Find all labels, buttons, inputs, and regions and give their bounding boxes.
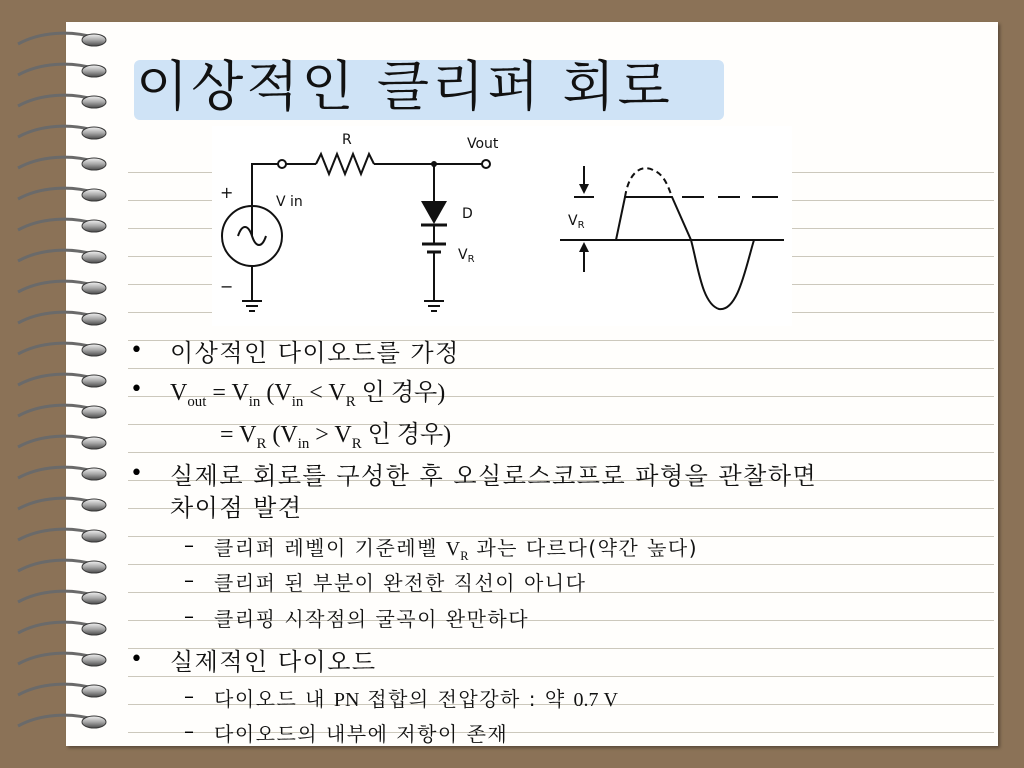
spiral-loop bbox=[82, 96, 106, 108]
bullet-marker: • bbox=[130, 461, 143, 486]
ruled-line bbox=[128, 564, 994, 565]
spiral-loop bbox=[82, 654, 106, 666]
bullet-vout-equation: $V_{out} = V_{in}$ ($V_{in} < V_R$ 인 경우) bbox=[170, 380, 446, 410]
vout-label: Vout bbox=[467, 136, 499, 152]
bullet-marker: • bbox=[130, 647, 143, 672]
dash-marker: – bbox=[184, 684, 194, 708]
spiral-loop bbox=[82, 313, 106, 325]
bullet-marker: • bbox=[130, 338, 143, 363]
spiral-loop bbox=[82, 34, 106, 46]
spiral-loop bbox=[82, 716, 106, 728]
bullet-oscilloscope-line2: 차이점 발견 bbox=[170, 494, 303, 522]
bullet-ideal-diode: 이상적인 다이오드를 가정 bbox=[170, 339, 460, 367]
spiral-loop bbox=[82, 530, 106, 542]
spiral-loop bbox=[82, 685, 106, 697]
dash-marker: – bbox=[184, 604, 194, 628]
bullet-oscilloscope-line1: 실제로 회로를 구성한 후 오실로스코프로 파형을 관찰하면 bbox=[170, 462, 818, 490]
spiral-loop bbox=[82, 189, 106, 201]
spiral-loop bbox=[82, 220, 106, 232]
dash-marker: – bbox=[184, 568, 194, 592]
spiral-loop bbox=[82, 468, 106, 480]
page-title: 이상적인 클리퍼 회로 bbox=[136, 55, 673, 118]
ruled-line bbox=[128, 368, 994, 369]
spiral-loop bbox=[82, 158, 106, 170]
vout-terminal bbox=[482, 160, 490, 168]
spiral-loop bbox=[82, 499, 106, 511]
minus-sign: − bbox=[220, 277, 234, 296]
spiral-loop bbox=[82, 65, 106, 77]
spiral-loop bbox=[82, 344, 106, 356]
spiral-binding bbox=[0, 0, 120, 768]
spiral-loop bbox=[82, 127, 106, 139]
terminal bbox=[278, 160, 286, 168]
spiral-loop bbox=[82, 375, 106, 387]
spiral-loop bbox=[82, 282, 106, 294]
plus-sign: + bbox=[220, 183, 234, 202]
junction-dot bbox=[431, 161, 437, 167]
bullet-marker: • bbox=[130, 377, 143, 402]
sub-not-straight: 클리퍼 된 부분이 완전한 직선이 아니다 bbox=[214, 571, 587, 595]
spiral-loop bbox=[82, 251, 106, 263]
spiral-loop bbox=[82, 406, 106, 418]
sub-clipper-level: 클리퍼 레벨이 기준레벨 $V_R$ 과는 다르다(약간 높다) bbox=[214, 536, 699, 563]
sub-internal-resistance: 다이오드의 내부에 저항이 존재 bbox=[214, 722, 509, 746]
sub-gentle-bend: 클리핑 시작점의 굴곡이 완만하다 bbox=[214, 607, 530, 631]
spiral-loop bbox=[82, 592, 106, 604]
spiral-loop bbox=[82, 561, 106, 573]
spiral-loop bbox=[82, 623, 106, 635]
resistor-label: R bbox=[342, 132, 352, 148]
vin-label: V in bbox=[276, 194, 303, 210]
diode-label: D bbox=[462, 206, 473, 222]
dash-marker: – bbox=[184, 719, 194, 743]
clipper-circuit-diagram bbox=[212, 126, 792, 326]
wave-vr-label: $V_R$ bbox=[568, 213, 585, 231]
sub-pn-voltage-drop: 다이오드 내 PN 접합의 전압강하 : 약 0.7 V bbox=[214, 687, 618, 711]
bullet-vr-equation: = $V_R$ ($V_{in} > V_R$ 인 경우) bbox=[220, 422, 452, 452]
vr-label: $V_R$ bbox=[458, 247, 475, 265]
bullet-real-diode: 실제적인 다이오드 bbox=[170, 648, 377, 676]
dash-marker: – bbox=[184, 533, 194, 557]
spiral-loop bbox=[82, 437, 106, 449]
